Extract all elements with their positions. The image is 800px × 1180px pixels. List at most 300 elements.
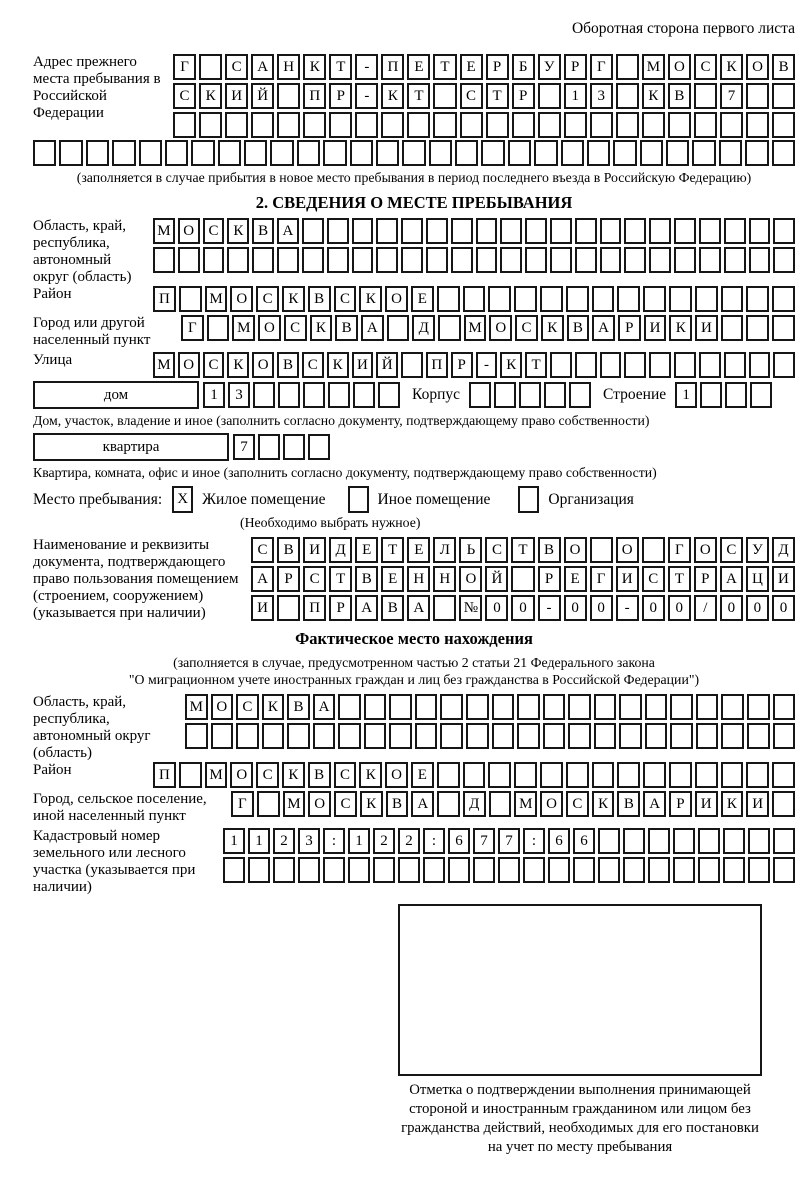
actual-location-title: Фактическое место нахождения [295,629,533,648]
char-cell [415,694,438,720]
char-cell [748,857,770,883]
char-cell [364,694,387,720]
char-cell: О [694,537,717,563]
char-cell: Р [669,791,692,817]
region-field [33,218,795,286]
actual-city-field [33,791,795,825]
char-cell: О [746,54,769,80]
stroenie-label: Строение [603,386,667,403]
char-cell [725,382,747,408]
char-cell [569,382,591,408]
char-cell: : [323,828,345,854]
char-cell: К [720,54,743,80]
char-cell [600,352,622,378]
char-cell [616,83,639,109]
city-char-row [181,315,795,341]
char-cell: К [381,83,404,109]
char-cell: С [302,352,324,378]
char-cell: А [643,791,666,817]
char-cell: Р [277,566,300,592]
char-cell [451,218,473,244]
char-cell [723,828,745,854]
char-cell [303,112,326,138]
prev-address-char-row-1 [173,54,795,80]
char-cell: В [772,54,795,80]
char-cell: М [205,286,228,312]
char-cell: Е [407,54,430,80]
document-field [33,537,795,622]
char-cell: Д [329,537,352,563]
char-cell [617,762,640,788]
char-cell: С [485,537,508,563]
actual-city-char-row [231,791,795,817]
char-cell [429,140,452,166]
option-organization-label: Организация [548,490,634,508]
char-cell: И [746,791,769,817]
char-cell: Е [407,537,430,563]
char-cell [207,315,230,341]
document-char-row-3 [251,595,795,621]
char-cell: Т [329,54,352,80]
char-cell [724,247,746,273]
char-cell: В [252,218,274,244]
char-cell: 3 [298,828,320,854]
char-cell [398,857,420,883]
char-cell [517,694,540,720]
char-cell [287,723,310,749]
korpus-label: Корпус [412,386,460,403]
char-cell [724,218,746,244]
char-cell: 7 [720,83,743,109]
char-cell [772,286,795,312]
char-cell: Р [564,54,587,80]
char-cell [329,112,352,138]
char-cell [511,566,534,592]
char-cell [587,140,610,166]
char-cell [373,857,395,883]
char-cell [433,83,456,109]
char-cell [297,140,320,166]
char-cell: С [642,566,665,592]
char-cell [381,112,404,138]
char-cell: 0 [772,595,795,621]
char-cell: Г [668,537,691,563]
char-cell [746,112,769,138]
char-cell: В [668,83,691,109]
char-cell [338,723,361,749]
char-cell: 1 [248,828,270,854]
char-cell [448,857,470,883]
cadastral-field [33,828,795,896]
char-cell [437,791,460,817]
char-cell: А [411,791,434,817]
char-cell: С [515,315,538,341]
char-cell [723,857,745,883]
char-cell [748,828,770,854]
char-cell: К [642,83,665,109]
korpus-cells [469,382,591,408]
char-cell [747,723,770,749]
char-cell [463,762,486,788]
char-cell [139,140,162,166]
char-cell [33,140,56,166]
char-cell [773,352,795,378]
char-cell [699,352,721,378]
char-cell [575,247,597,273]
char-cell: 3 [228,382,250,408]
actual-city-label: Город, сельское поселение, иной населенный пункт [33,791,207,824]
char-cell [455,140,478,166]
char-cell: В [567,315,590,341]
actual-district-label: Район [33,762,72,778]
char-cell: И [352,352,374,378]
house-type-box: дом [33,381,199,409]
char-cell [568,694,591,720]
char-cell [277,112,300,138]
char-cell: Е [411,286,434,312]
char-cell: К [282,762,305,788]
char-cell [498,857,520,883]
char-cell [514,762,537,788]
char-cell [564,112,587,138]
char-cell: И [772,566,795,592]
region-char-row-1 [153,218,795,244]
char-cell [277,83,300,109]
char-cell [696,723,719,749]
char-cell: К [721,791,744,817]
registration-mark-area [398,904,762,1157]
char-cell: О [489,315,512,341]
char-cell [270,140,293,166]
actual-location-note-1: (заполняется в случае, предусмотренном частью 2 статьи 21 Федерального закона [173,655,655,670]
char-cell [244,140,267,166]
char-cell: С [256,286,279,312]
prev-address-char-row-3 [173,112,795,138]
char-cell: Т [407,83,430,109]
char-cell [252,247,274,273]
char-cell [772,315,795,341]
char-cell [489,791,512,817]
char-cell: Ь [459,537,482,563]
char-cell [594,694,617,720]
char-cell: С [720,537,743,563]
char-cell [273,857,295,883]
char-cell [746,762,769,788]
char-cell: В [381,595,404,621]
char-cell: - [355,54,378,80]
char-cell [695,286,718,312]
char-cell: 1 [203,382,225,408]
char-cell: Н [407,566,430,592]
char-cell: М [514,791,537,817]
apartment-number-cells [233,434,330,460]
char-cell [426,247,448,273]
char-cell [460,112,483,138]
previous-address-note: (заполняется в случае прибытия в новое место пребывания в период последнего въезда в Российскую Федерацию) [76,170,752,185]
prev-address-char-row-4 [33,140,795,166]
char-cell: Р [694,566,717,592]
char-cell [476,218,498,244]
char-cell [538,112,561,138]
char-cell [517,723,540,749]
char-cell [218,140,241,166]
char-cell [568,723,591,749]
char-cell: 3 [590,83,613,109]
char-cell [750,382,772,408]
char-cell [566,762,589,788]
char-cell: 7 [498,828,520,854]
char-cell: О [459,566,482,592]
char-cell [179,286,202,312]
char-cell [469,382,491,408]
char-cell [721,723,744,749]
char-cell [59,140,82,166]
char-cell: П [303,83,326,109]
char-cell [747,694,770,720]
char-cell: Б [512,54,535,80]
char-cell [203,247,225,273]
char-cell [719,140,742,166]
apartment-type-box: квартира [33,433,229,461]
char-cell: О [540,791,563,817]
char-cell: Е [564,566,587,592]
char-cell [277,247,299,273]
char-cell [523,857,545,883]
char-cell: С [566,791,589,817]
char-cell [772,791,795,817]
region-label: Область, край, республика, автономный округ (область) [33,218,132,285]
char-cell: С [251,537,274,563]
char-cell: Т [511,537,534,563]
char-cell [481,140,504,166]
char-cell: А [361,315,384,341]
char-cell: 0 [590,595,613,621]
char-cell: Т [486,83,509,109]
char-cell [178,247,200,273]
char-cell: И [225,83,248,109]
registration-mark-caption: Отметка о подтверждении выполнения принимающей стороной и иностранным гражданином или лицом без гражданства действий, необходимых для его постановки на учет по месту пребывания [401,1082,759,1155]
char-cell [669,762,692,788]
char-cell: П [303,595,326,621]
choose-note: (Необходимо выбрать нужное) [240,515,421,530]
char-cell [389,694,412,720]
region-char-row-2 [153,247,795,273]
char-cell: М [205,762,228,788]
char-cell: Г [173,54,196,80]
char-cell [473,857,495,883]
char-cell: Д [412,315,435,341]
char-cell: 0 [485,595,508,621]
char-cell [86,140,109,166]
char-cell [236,723,259,749]
char-cell: Г [181,315,204,341]
char-cell [566,286,589,312]
char-cell: М [153,352,175,378]
char-cell [575,352,597,378]
char-cell [670,723,693,749]
char-cell: Т [329,566,352,592]
char-cell [253,382,275,408]
char-cell [338,694,361,720]
char-cell [573,857,595,883]
char-cell [550,218,572,244]
char-cell [575,218,597,244]
char-cell: С [284,315,307,341]
char-cell: К [262,694,285,720]
char-cell [674,247,696,273]
char-cell: Й [251,83,274,109]
document-char-row-2 [251,566,795,592]
previous-address-section [33,54,795,186]
char-cell: О [230,762,253,788]
char-cell [721,315,744,341]
registration-mark-box [398,904,762,1076]
char-cell [648,828,670,854]
char-cell [773,218,795,244]
char-cell: У [746,537,769,563]
char-cell [423,857,445,883]
char-cell [773,828,795,854]
char-cell [355,112,378,138]
char-cell [600,218,622,244]
char-cell: К [227,218,249,244]
char-cell: С [460,83,483,109]
char-cell [407,112,430,138]
char-cell: В [287,694,310,720]
char-cell [616,54,639,80]
char-cell: Т [433,54,456,80]
char-cell: К [227,352,249,378]
char-cell [598,828,620,854]
char-cell: - [616,595,639,621]
actual-region-char-row-2 [185,723,795,749]
option-other-premises-label: Иное помещение [377,490,491,508]
char-cell: И [616,566,639,592]
char-cell: Р [329,83,352,109]
apartment-field [33,433,795,461]
char-cell: А [277,218,299,244]
char-cell [590,537,613,563]
stay-place-section [33,193,795,622]
char-cell [773,694,796,720]
char-cell [619,694,642,720]
char-cell [283,434,305,460]
char-cell: Р [538,566,561,592]
char-cell [616,112,639,138]
char-cell [548,857,570,883]
char-cell [590,112,613,138]
char-cell [277,595,300,621]
char-cell: В [277,537,300,563]
char-cell: Р [486,54,509,80]
char-cell [773,723,796,749]
char-cell [492,694,515,720]
char-cell: В [308,762,331,788]
char-cell [494,382,516,408]
char-cell: И [251,595,274,621]
char-cell [500,218,522,244]
char-cell: 1 [564,83,587,109]
char-cell: Е [355,537,378,563]
char-cell: В [355,566,378,592]
char-cell: М [464,315,487,341]
char-cell [674,352,696,378]
char-cell [415,723,438,749]
char-cell: И [695,791,718,817]
char-cell [323,140,346,166]
char-cell [433,112,456,138]
char-cell [211,723,234,749]
char-cell [512,112,535,138]
char-cell: А [720,566,743,592]
char-cell: 7 [233,434,255,460]
char-cell: - [476,352,498,378]
char-cell [426,218,448,244]
char-cell: О [211,694,234,720]
char-cell: С [203,352,225,378]
char-cell [191,140,214,166]
char-cell [594,723,617,749]
char-cell [772,140,795,166]
stay-type-field [33,486,795,513]
char-cell: 0 [642,595,665,621]
char-cell: К [592,791,615,817]
char-cell: В [308,286,331,312]
char-cell: С [334,791,357,817]
char-cell: И [303,537,326,563]
char-cell: Е [460,54,483,80]
char-cell [298,857,320,883]
char-cell [328,382,350,408]
char-cell [440,723,463,749]
char-cell [645,723,668,749]
char-cell: К [310,315,333,341]
char-cell [173,112,196,138]
char-cell: И [695,315,718,341]
char-cell: О [308,791,331,817]
char-cell: 2 [273,828,295,854]
char-cell: 1 [675,382,697,408]
char-cell: А [313,694,336,720]
char-cell [700,382,722,408]
char-cell [619,723,642,749]
page-side-note: Оборотная сторона первого листа [571,20,795,37]
actual-district-char-row [153,762,795,788]
char-cell: К [360,791,383,817]
char-cell [720,112,743,138]
char-cell [488,762,511,788]
char-cell: А [355,595,378,621]
char-cell [592,286,615,312]
char-cell: О [178,352,200,378]
char-cell [613,140,636,166]
char-cell: К [500,352,522,378]
char-cell: 2 [398,828,420,854]
char-cell [649,352,671,378]
char-cell [623,828,645,854]
char-cell [401,247,423,273]
char-cell [724,352,746,378]
document-char-row-1 [251,537,795,563]
char-cell: 0 [668,595,691,621]
char-cell: 0 [720,595,743,621]
checkbox-organization [518,486,539,513]
char-cell [543,694,566,720]
char-cell [550,247,572,273]
char-cell [674,218,696,244]
char-cell: П [153,286,176,312]
char-cell [376,247,398,273]
